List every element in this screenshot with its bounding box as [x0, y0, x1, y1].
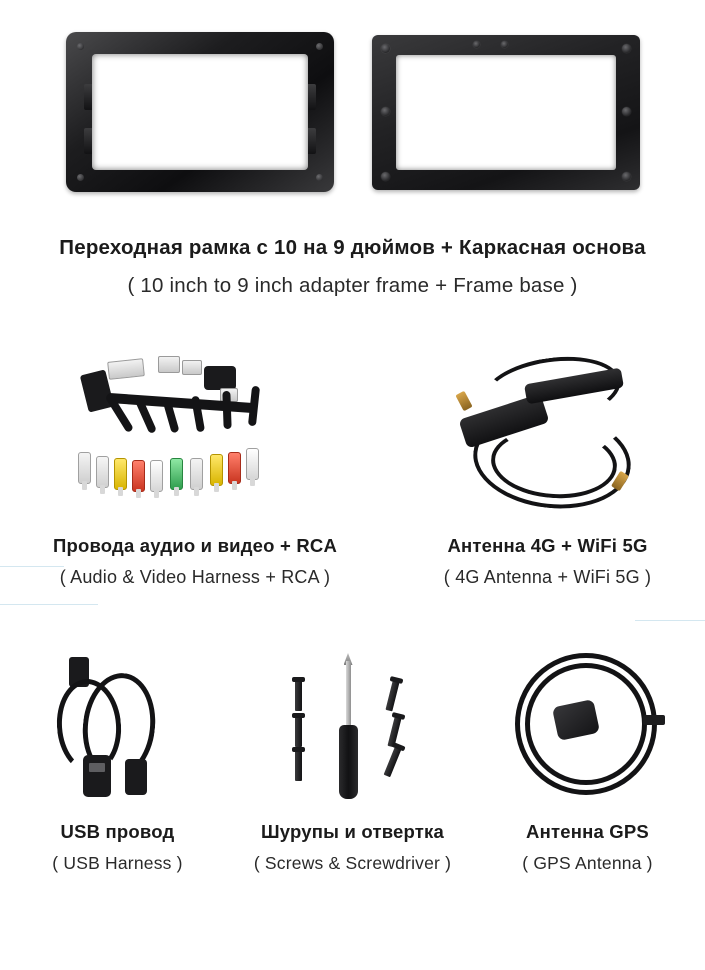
- section-frames: [0, 0, 705, 298]
- accent-stroke-left: [0, 566, 64, 567]
- rca-plug-yellow: [114, 458, 127, 490]
- frame-base-hole: [381, 172, 390, 181]
- frame-base-hole: [622, 172, 631, 181]
- frame-screw-hole: [316, 43, 323, 50]
- frame-tab: [84, 84, 96, 110]
- antenna-caption-en: ( 4G Antenna + WiFi 5G ): [443, 567, 652, 587]
- screw: [383, 747, 401, 777]
- gps-caption-en: ( GPS Antenna ): [522, 853, 653, 873]
- accent-stroke-left-2: [0, 604, 98, 605]
- harness-connector-block: [204, 366, 236, 390]
- antenna-caption-ru: Антенна 4G + WiFi 5G: [447, 535, 648, 556]
- frame-tab: [304, 128, 316, 154]
- frame-base-hole: [622, 107, 631, 116]
- frame-base-hole: [473, 41, 480, 48]
- screw: [385, 681, 399, 712]
- rca-plug-green: [170, 458, 183, 490]
- item-screws-screwdriver: [235, 642, 470, 874]
- tools-illustration: [263, 642, 443, 817]
- item-4g-wifi-antenna: [390, 344, 705, 588]
- rca-plug-white: [190, 458, 203, 490]
- screwdriver-handle: [339, 725, 358, 799]
- gps-caption-ru: Антенна GPS: [526, 821, 649, 842]
- harness-connector: [158, 356, 180, 373]
- harness-wire: [248, 386, 260, 427]
- adapter-frame-illustration: [66, 32, 334, 192]
- accent-stroke-right: [635, 620, 705, 621]
- frame-screw-hole: [316, 174, 323, 181]
- rca-plug-red: [132, 460, 145, 492]
- usb-caption-en: ( USB Harness ): [52, 853, 183, 873]
- gps-illustration: [503, 642, 673, 817]
- usb-female-port: [83, 755, 111, 797]
- section-harness-antenna: [0, 344, 705, 588]
- frames-row: [0, 22, 705, 202]
- frame-base-hole: [622, 44, 631, 53]
- rca-plug-white: [150, 460, 163, 492]
- usb-caption-ru: USB провод: [60, 821, 175, 842]
- harness-illustration: [70, 344, 320, 529]
- harness-connector: [182, 360, 202, 375]
- frame-base-illustration: [372, 35, 640, 190]
- tools-caption-ru: Шурупы и отвертка: [261, 821, 444, 842]
- usb-plug: [125, 759, 147, 795]
- screw: [295, 751, 302, 781]
- harness-caption-ru: Провода аудио и видео + RCA: [52, 535, 338, 556]
- frame-base-hole: [381, 107, 390, 116]
- rca-plug-yellow: [210, 454, 223, 486]
- item-usb-harness: [0, 642, 235, 874]
- frame-base-hole: [381, 44, 390, 53]
- frame-tab: [304, 84, 316, 110]
- rca-plug-white: [246, 448, 259, 480]
- section-accessories: [0, 642, 705, 874]
- screw: [295, 681, 302, 711]
- usb-port-opening: [89, 763, 105, 772]
- rca-plug-white: [96, 456, 109, 488]
- frame-screw-hole: [77, 43, 84, 50]
- rca-plug-red: [228, 452, 241, 484]
- harness-wire: [222, 391, 231, 429]
- item-audio-video-harness: [0, 344, 390, 588]
- screwdriver-shaft: [346, 661, 351, 727]
- frame-tab: [84, 128, 96, 154]
- item-gps-antenna: [470, 642, 705, 874]
- frames-caption-en: ( 10 inch to 9 inch adapter frame + Frame base ): [127, 274, 578, 297]
- harness-connector: [107, 358, 145, 380]
- rca-plug-white: [78, 452, 91, 484]
- harness-caption-en: ( Audio & Video Harness + RCA ): [59, 567, 331, 587]
- frame-screw-hole: [77, 174, 84, 181]
- screw: [295, 717, 302, 747]
- frames-caption-ru: Переходная рамка с 10 на 9 дюймов + Каркасная основа: [59, 236, 646, 259]
- usb-illustration: [43, 642, 193, 817]
- antenna-4g-illustration: [443, 344, 653, 529]
- antenna-sma-connector: [455, 391, 472, 412]
- tools-caption-en: ( Screws & Screwdriver ): [253, 853, 452, 873]
- frame-base-hole: [501, 41, 508, 48]
- gps-connector: [643, 715, 665, 725]
